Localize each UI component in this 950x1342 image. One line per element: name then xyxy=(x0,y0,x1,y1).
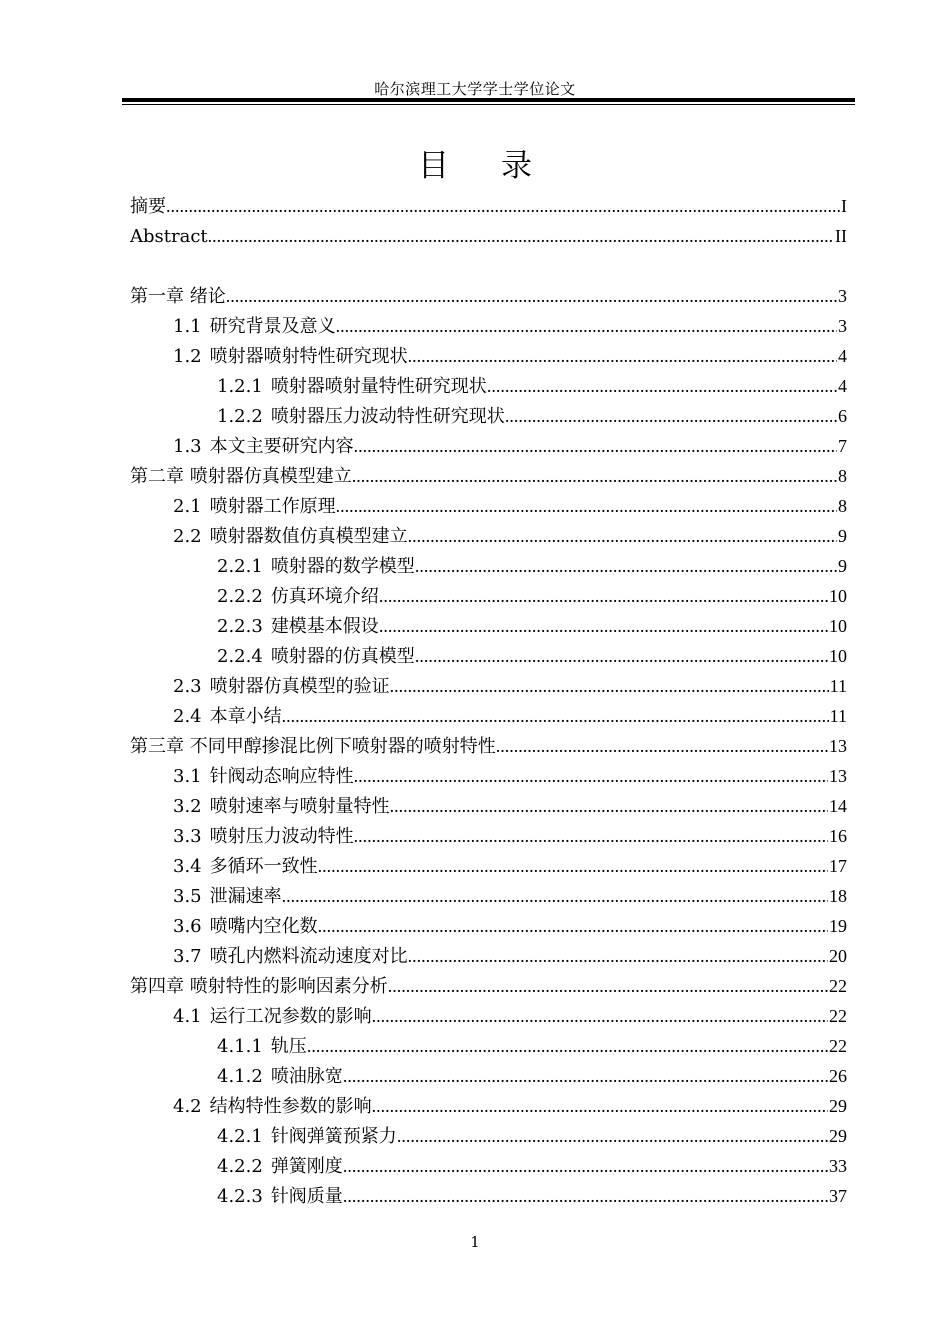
toc-entry[interactable] xyxy=(130,341,847,371)
toc-entry[interactable] xyxy=(130,281,847,311)
toc-entry[interactable] xyxy=(130,1121,847,1151)
table-of-contents xyxy=(130,191,847,1211)
toc-entry-number: 4.2 xyxy=(173,1096,202,1117)
toc-entry-page: 13 xyxy=(829,736,847,756)
toc-entry-page: 19 xyxy=(829,916,847,936)
toc-entry-page: 3 xyxy=(838,286,847,306)
header-rule-thin xyxy=(122,104,855,105)
toc-entry[interactable] xyxy=(130,671,847,701)
toc-entry-page: 22 xyxy=(829,1006,847,1026)
toc-entry[interactable] xyxy=(130,701,847,731)
toc-entry-page: 11 xyxy=(829,706,847,726)
toc-entry-page: 4 xyxy=(838,376,847,396)
toc-entry-number: 2.2.2 xyxy=(217,586,263,607)
toc-entry[interactable] xyxy=(130,851,847,881)
toc-entry-number: 3.4 xyxy=(173,856,202,877)
toc-entry-page: 14 xyxy=(829,796,847,816)
toc-entry-page: 16 xyxy=(829,826,847,846)
toc-entry-page: 9 xyxy=(838,556,847,576)
toc-entry-number: 3.3 xyxy=(173,826,202,847)
toc-entry-title: 本章小结 xyxy=(209,706,282,727)
page-number: 1 xyxy=(470,1233,480,1251)
toc-entry-title: 针阀弹簧预紧力 xyxy=(270,1126,397,1147)
toc-dot-leader xyxy=(388,971,828,1002)
toc-entry[interactable] xyxy=(130,611,847,641)
toc-entry-title: 结构特性参数的影响 xyxy=(209,1096,372,1117)
toc-dot-leader xyxy=(372,1091,828,1122)
toc-dot-leader xyxy=(379,581,828,612)
toc-entry-title: 喷射速率与喷射量特性 xyxy=(209,796,390,817)
toc-dot-leader xyxy=(496,731,828,762)
toc-entry-page: 13 xyxy=(829,766,847,786)
toc-entry-page: II xyxy=(835,226,847,246)
toc-entry[interactable] xyxy=(130,641,847,671)
toc-entry-title: 运行工况参数的影响 xyxy=(209,1006,372,1027)
toc-entry-title: 建模基本假设 xyxy=(270,616,379,637)
toc-entry[interactable] xyxy=(130,1181,847,1211)
toc-entry-number: 2.3 xyxy=(173,676,202,697)
toc-entry-title: 喷嘴内空化数 xyxy=(209,916,318,937)
toc-entry-page: 6 xyxy=(838,406,847,426)
toc-dot-leader xyxy=(336,311,837,342)
toc-entry-page: 20 xyxy=(829,946,847,966)
toc-entry-number: 4.2.1 xyxy=(217,1126,263,1147)
toc-entry-title: 喷射器的数学模型 xyxy=(270,556,415,577)
toc-entry-title: 第二章 喷射器仿真模型建立 xyxy=(130,466,352,487)
toc-entry-title: 第三章 不同甲醇掺混比例下喷射器的喷射特性 xyxy=(130,736,496,757)
toc-entry-page: 29 xyxy=(829,1126,847,1146)
toc-entry-number: 2.2 xyxy=(173,526,202,547)
toc-entry[interactable] xyxy=(130,1091,847,1121)
toc-entry[interactable] xyxy=(130,731,847,761)
toc-entry[interactable] xyxy=(130,581,847,611)
toc-entry-title: 第四章 喷射特性的影响因素分析 xyxy=(130,976,388,997)
toc-entry-number: 4.2.2 xyxy=(217,1156,263,1177)
toc-dot-leader xyxy=(408,521,837,552)
toc-entry[interactable] xyxy=(130,191,847,221)
toc-entry-page: 37 xyxy=(829,1186,847,1206)
toc-entry-page: 3 xyxy=(838,316,847,336)
toc-dot-leader xyxy=(354,761,828,792)
toc-entry-page: 10 xyxy=(829,616,847,636)
toc-entry-number: 4.2.3 xyxy=(217,1186,263,1207)
toc-title: 目录 xyxy=(418,148,584,184)
toc-entry-number: 2.2.3 xyxy=(217,616,263,637)
toc-dot-leader xyxy=(208,221,834,252)
toc-entry-title: 喷射器的仿真模型 xyxy=(270,646,415,667)
toc-entry-number: 1.2.1 xyxy=(217,376,263,397)
toc-entry-page: 8 xyxy=(838,496,847,516)
toc-entry[interactable] xyxy=(130,401,847,431)
toc-entry-page: 22 xyxy=(829,976,847,996)
toc-entry-title: 第一章 绪论 xyxy=(130,286,226,307)
toc-entry[interactable] xyxy=(130,1151,847,1181)
toc-entry-title: 喷孔内燃料流动速度对比 xyxy=(209,946,408,967)
toc-entry-title: 摘要 xyxy=(130,196,166,217)
toc-dot-leader xyxy=(343,1181,828,1212)
header-rule-thick xyxy=(122,98,855,102)
toc-entry[interactable] xyxy=(130,371,847,401)
toc-dot-leader xyxy=(318,851,828,882)
toc-entry-number: 4.1 xyxy=(173,1006,202,1027)
toc-entry-page: 11 xyxy=(829,676,847,696)
running-header: 哈尔滨理工大学学士学位论文 xyxy=(374,80,576,98)
toc-entry-number: 2.2.1 xyxy=(217,556,263,577)
toc-entry-page: 9 xyxy=(838,526,847,546)
toc-entry-number: 1.1 xyxy=(173,316,202,337)
toc-entry[interactable] xyxy=(130,971,847,1001)
toc-entry-number: 3.1 xyxy=(173,766,202,787)
toc-dot-leader xyxy=(379,611,828,642)
toc-dot-leader xyxy=(354,821,828,852)
toc-dot-leader xyxy=(372,1001,828,1032)
toc-entry-title: 喷射器工作原理 xyxy=(209,496,336,517)
toc-entry-title: 喷油脉宽 xyxy=(270,1066,343,1087)
toc-dot-leader xyxy=(336,491,837,522)
toc-entry[interactable] xyxy=(130,1061,847,1091)
toc-entry-page: 22 xyxy=(829,1036,847,1056)
toc-entry-page: 4 xyxy=(838,346,847,366)
toc-entry-number: 4.1.1 xyxy=(217,1036,263,1057)
toc-entry-number: 4.1.2 xyxy=(217,1066,263,1087)
toc-entry-page: 17 xyxy=(829,856,847,876)
toc-dot-leader xyxy=(226,281,837,312)
toc-entry[interactable] xyxy=(130,881,847,911)
toc-dot-leader xyxy=(282,701,829,732)
toc-dot-leader xyxy=(390,671,829,702)
toc-entry-title: 轨压 xyxy=(270,1036,307,1057)
toc-entry-number: 3.2 xyxy=(173,796,202,817)
toc-entry[interactable] xyxy=(130,461,847,491)
toc-entry-title: 多循环一致性 xyxy=(209,856,318,877)
toc-dot-leader xyxy=(354,431,837,462)
toc-entry-number: 1.2.2 xyxy=(217,406,263,427)
toc-entry-page: 33 xyxy=(829,1156,847,1176)
toc-entry-title: 喷射器喷射量特性研究现状 xyxy=(270,376,487,397)
toc-dot-leader xyxy=(318,911,828,942)
toc-entry-number: 2.2.4 xyxy=(217,646,263,667)
toc-entry-page: 7 xyxy=(838,436,847,456)
toc-entry-title: 针阀动态响应特性 xyxy=(209,766,354,787)
toc-entry[interactable] xyxy=(130,221,847,251)
toc-entry-title: Abstract xyxy=(130,226,208,247)
toc-entry-title: 针阀质量 xyxy=(270,1186,343,1207)
toc-dot-leader xyxy=(505,401,837,432)
toc-entry-title: 喷射器压力波动特性研究现状 xyxy=(270,406,505,427)
toc-entry-title: 弹簧刚度 xyxy=(270,1156,343,1177)
toc-entry[interactable] xyxy=(130,431,847,461)
toc-entry-page: 18 xyxy=(829,886,847,906)
toc-dot-leader xyxy=(415,551,837,582)
toc-entry-page: 10 xyxy=(829,586,847,606)
toc-entry[interactable] xyxy=(130,491,847,521)
toc-entry-page: 10 xyxy=(829,646,847,666)
toc-dot-leader xyxy=(343,1061,828,1092)
toc-entry-page: 29 xyxy=(829,1096,847,1116)
toc-entry-title: 研究背景及意义 xyxy=(209,316,336,337)
toc-dot-leader xyxy=(397,1121,828,1152)
toc-entry[interactable] xyxy=(130,1001,847,1031)
toc-dot-leader xyxy=(282,881,828,912)
toc-entry-page: 8 xyxy=(838,466,847,486)
toc-entry-page: I xyxy=(841,196,847,216)
toc-entry-number: 2.1 xyxy=(173,496,202,517)
toc-entry-title: 本文主要研究内容 xyxy=(209,436,354,457)
toc-entry-title: 喷射器仿真模型的验证 xyxy=(209,676,390,697)
toc-entry-number: 3.5 xyxy=(173,886,202,907)
toc-entry-page: 26 xyxy=(829,1066,847,1086)
toc-entry[interactable] xyxy=(130,761,847,791)
toc-entry-number: 3.6 xyxy=(173,916,202,937)
toc-dot-leader xyxy=(343,1151,828,1182)
toc-dot-leader xyxy=(415,641,828,672)
toc-entry-number: 2.4 xyxy=(173,706,202,727)
toc-dot-leader xyxy=(390,791,828,822)
toc-entry-title: 喷射器喷射特性研究现状 xyxy=(209,346,408,367)
toc-entry-title: 仿真环境介绍 xyxy=(270,586,379,607)
toc-entry[interactable] xyxy=(130,821,847,851)
toc-dot-leader xyxy=(352,461,837,492)
toc-dot-leader xyxy=(166,191,840,222)
toc-entry[interactable] xyxy=(130,941,847,971)
toc-entry[interactable] xyxy=(130,521,847,551)
toc-entry[interactable] xyxy=(130,911,847,941)
toc-dot-leader xyxy=(408,341,837,372)
toc-entry-number: 1.3 xyxy=(173,436,202,457)
toc-dot-leader xyxy=(307,1031,828,1062)
toc-entry[interactable] xyxy=(130,311,847,341)
toc-entry[interactable] xyxy=(130,551,847,581)
toc-entry-title: 喷射器数值仿真模型建立 xyxy=(209,526,408,547)
toc-dot-leader xyxy=(487,371,837,402)
toc-entry[interactable] xyxy=(130,1031,847,1061)
toc-entry-number: 3.7 xyxy=(173,946,202,967)
toc-entry-title: 泄漏速率 xyxy=(209,886,282,907)
toc-entry[interactable] xyxy=(130,791,847,821)
toc-entry-title: 喷射压力波动特性 xyxy=(209,826,354,847)
toc-entry-number: 1.2 xyxy=(173,346,202,367)
toc-dot-leader xyxy=(408,941,828,972)
